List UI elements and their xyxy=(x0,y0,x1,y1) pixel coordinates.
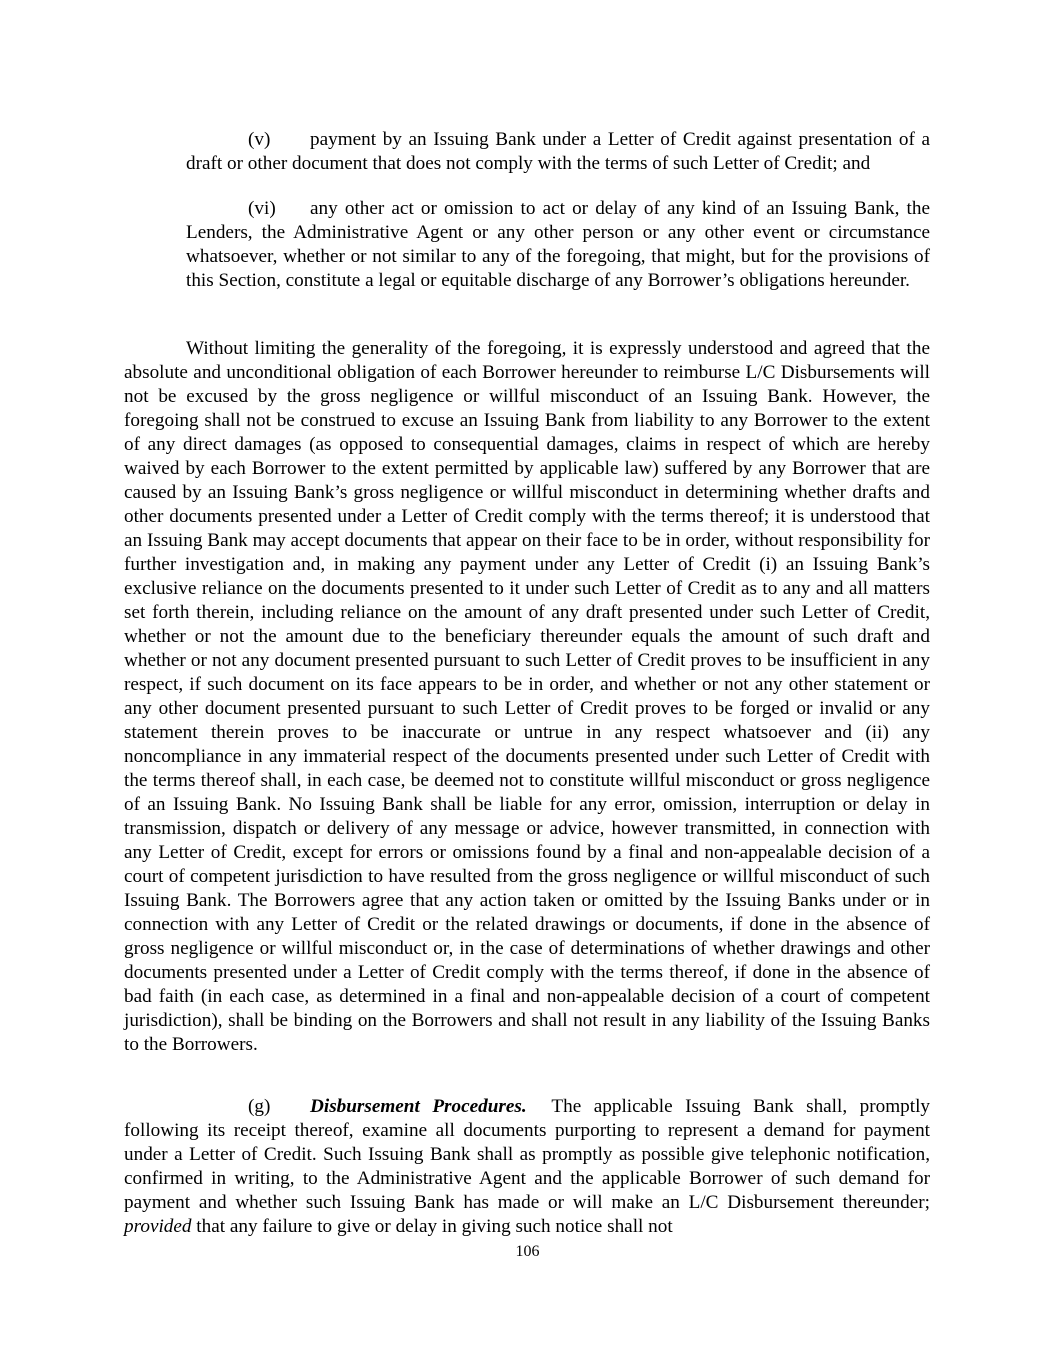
section-g xyxy=(124,1095,930,1239)
clause-vi-number: (vi) xyxy=(248,198,276,219)
clause-v-number: (v) xyxy=(248,129,271,150)
section-g-italic-word: provided xyxy=(124,1216,192,1237)
section-g-text: The applicable Issuing Bank shall, promptly following its receipt thereof, examine all documents purporting to represent a demand for payment under a Letter of Credit. Such Issuing Bank shall as promptly as possible give telephonic notification, confirmed in writing, to the Administrative Agent and the applicable Borrower of such demand for payment and whether such Issuing Bank has made or will make an L/C Disbursement thereunder; xyxy=(124,1096,931,1213)
section-g-text-end: that any failure to give or delay in giving such notice shall not xyxy=(196,1216,673,1237)
clause-vi xyxy=(186,197,930,293)
clause-vi-text: any other act or omission to act or delay of any kind of an Issuing Bank, the Lenders, the Administrative Agent or any other person or any other event or circumstance whatsoever, whether or not similar to any of the foregoing, that might, but for the provisions of this Section, constitute a legal or equitable discharge of any Borrower’s obligations hereunder. xyxy=(186,198,930,291)
section-g-number: (g) xyxy=(248,1096,271,1117)
clause-v xyxy=(186,128,930,176)
section-g-heading: Disbursement Procedures. xyxy=(310,1096,527,1117)
main-paragraph: Without limiting the generality of the foregoing, it is expressly understood and agreed that the absolute and unconditional obligation of each Borrower hereunder to reimburse L/C Disbursements will not be excused by the gross negligence or willful misconduct of an Issuing Bank. However, the foregoing shall not be construed to excuse an Issuing Bank from liability to any Borrower to the extent of any direct damages (as opposed to consequential damages, claims in respect of which are hereby waived by each Borrower to the extent permitted by applicable law) suffered by any Borrower that are caused by an Issuing Bank’s gross negligence or willful misconduct in determining whether drafts and other documents presented under a Letter of Credit comply with the terms thereof; it is understood that an Issuing Bank may accept documents that appear on their face to be in order, without responsibility for further investigation and, in making any payment under any Letter of Credit (i) an Issuing Bank’s exclusive reliance on the documents presented to it under such Letter of Credit as to any and all matters set forth therein, including reliance on the amount of any draft presented under such Letter of Credit, whether or not the amount due to the beneficiary thereunder equals the amount of such draft and whether or not any document presented pursuant to such Letter of Credit proves to be insufficient in any respect, if such document on its face appears to be in order, and whether or not any other statement or any other document presented pursuant to such Letter of Credit proves to be forged or invalid or any statement therein proves to be inaccurate or untrue in any respect whatsoever and (ii) any noncompliance in any immaterial respect of the documents presented under such Letter of Credit with the terms thereof shall, in each case, be deemed not to constitute willful misconduct or gross negligence of an Issuing Bank. No Issuing Bank shall be liable for any error, omission, interruption or delay in transmission, dispatch or delivery of any message or advice, however transmitted, in connection with any Letter of Credit, except for errors or omissions found by a final and non-appealable decision of a court of competent jurisdiction to have resulted from the gross negligence or willful misconduct of such Issuing Bank. The Borrowers agree that any action taken or omitted by the Issuing Banks under or in connection with any Letter of Credit or the related drawings or documents, if done in the absence of gross negligence or willful misconduct or, in the case of determinations of whether drawings and other documents presented under a Letter of Credit comply with the terms thereof, if done in the absence of bad faith (in each case, as determined in a final and non-appealable decision of a court of competent jurisdiction), shall be binding on the Borrowers and shall not result in any liability of the Issuing Banks to the Borrowers. xyxy=(124,338,930,1055)
clause-v-text: payment by an Issuing Bank under a Letter of Credit against presentation of a draft or other document that does not comply with the terms of such Letter of Credit; and xyxy=(186,129,930,174)
page-number: 106 xyxy=(515,1243,540,1260)
